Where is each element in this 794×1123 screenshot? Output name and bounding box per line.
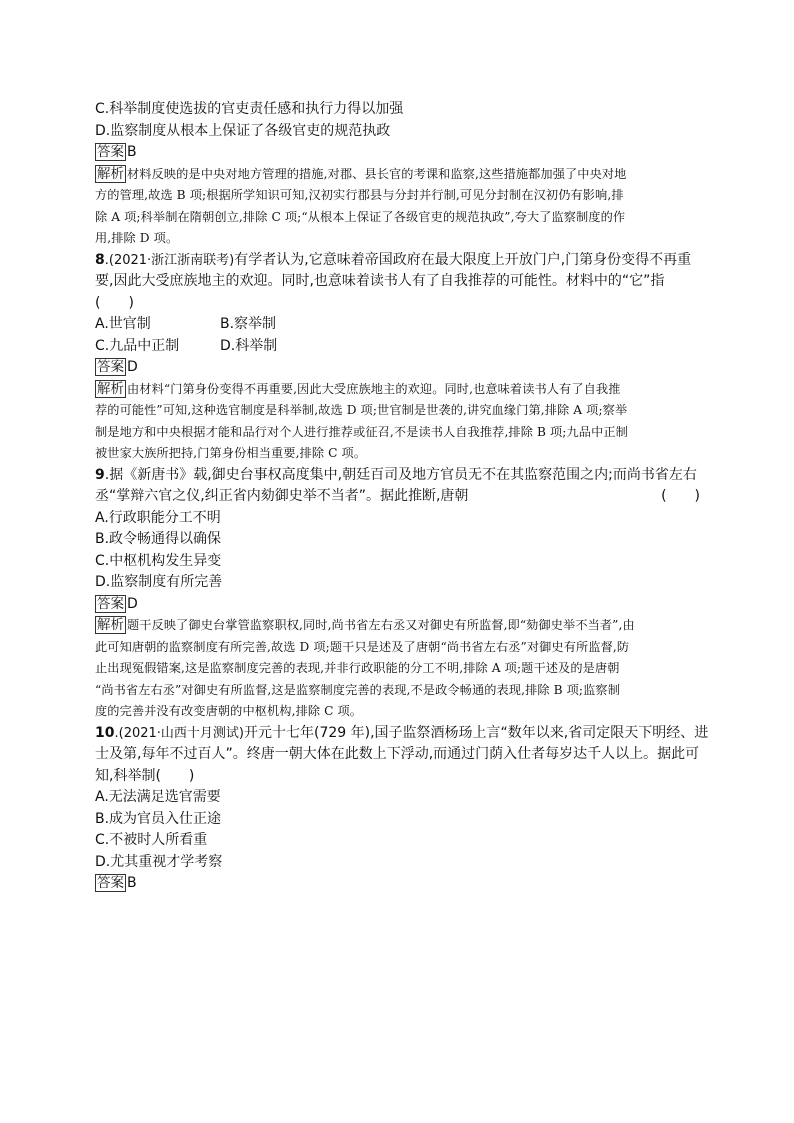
answer-tag: 答案 xyxy=(97,595,124,612)
q10-option-a: A.无法满足选官需要 xyxy=(95,789,221,805)
q9-option-b: B.政令畅通得以确保 xyxy=(95,531,222,547)
analysis-tag: 解析 xyxy=(97,380,124,397)
answer-tag: 答案 xyxy=(97,144,124,160)
q9-answer: D xyxy=(127,595,138,612)
q10-stem xyxy=(95,723,709,788)
q9-stem xyxy=(95,465,700,508)
q9-analysis-line: 止出现冤假错案,这是监察制度完善的表现,并非行政职能的分工不明,排除 A 项;题干述及的是唐朝 xyxy=(95,661,620,675)
q9-analysis xyxy=(95,615,700,723)
q8-stem xyxy=(95,250,700,315)
q7-analysis-line: 用,排除 D 项。 xyxy=(95,231,179,245)
q10-option-d: D.尤其重视才学考察 xyxy=(95,853,223,870)
q8-option-d: D.科举制 xyxy=(220,337,278,354)
content xyxy=(95,99,709,895)
q8-analysis-line: 由材料“门第身份变得不再重要,因此大受庶族地主的欢迎。同时,也意味着读书人有了自我推 xyxy=(127,381,621,396)
q9-answer-paren: ( ) xyxy=(661,488,700,504)
q10-option-c: C.不被时人所看重 xyxy=(95,832,208,848)
q10-answer-line xyxy=(95,873,700,895)
q8-analysis-line: 荐的可能性”可知,这种选官制度是科举制,故选 D 项;世官制是世袭的,讲究血缘门第,排除 A 项;察举 xyxy=(95,403,628,417)
q7-option-c: C.科举制度使选拔的官吏责任感和执行力得以加强 xyxy=(95,101,404,117)
q10-answer: B xyxy=(127,875,137,891)
q9-analysis-line: “尚书省左右丞”对御史有所监督,这是监察制度完善的表现,不是政令畅通的表现,排除 B 项;监察制 xyxy=(95,682,621,697)
q8-option-a: A.世官制 xyxy=(95,316,151,332)
q8-options-row-2 xyxy=(95,336,700,358)
q9-answer-line xyxy=(95,594,700,616)
q8-source: .(2021·浙江浙南联考) xyxy=(104,252,235,268)
q10-stem-line: 知,科举制( ) xyxy=(95,767,195,784)
q7-answer-line xyxy=(95,142,700,164)
analysis-tag: 解析 xyxy=(97,165,124,182)
q7-analysis-line: 除 A 项;科举制在隋朝创立,排除 C 项;“从根本上保证了各级官吏的规范执政”,夸大了监察制度的作 xyxy=(95,209,626,224)
analysis-tag: 解析 xyxy=(97,617,124,633)
q9-number: 9 xyxy=(95,466,105,483)
q8-option-b: B.察举制 xyxy=(220,316,277,332)
q10-stem-line: 士及第,每年不过百人”。终唐一朝大体在此数上下浮动,而通过门荫入仕者每岁达千人以上。据此可 xyxy=(95,746,700,762)
q8-answer-line xyxy=(95,357,700,379)
q8-stem-line: 有学者认为,它意味着帝国政府在最大限度上开放门户,门第身份变得不再重 xyxy=(234,251,692,268)
q7-analysis xyxy=(95,164,700,250)
q8-analysis-line: 制是地方和中央根据才能和品行对个人进行推荐或征召,不是读书人自我推荐,排除 B 项;九品中正制 xyxy=(95,424,628,439)
q7-answer: B xyxy=(127,144,137,160)
q7-option-d: D.监察制度从根本上保证了各级官吏的规范执政 xyxy=(95,122,391,139)
q9-stem-line: 丞“掌辩六官之仪,纠正省内劾御史举不当者”。据此推断,唐朝 xyxy=(95,488,469,504)
q8-number: 8 xyxy=(95,251,105,268)
q9-option-d: D.监察制度有所完善 xyxy=(95,574,223,590)
q10-number: 10 xyxy=(95,724,115,741)
q9-analysis-line: 度的完善并没有改变唐朝的中枢机构,排除 C 项。 xyxy=(95,704,363,718)
q8-options-row-1 xyxy=(95,314,700,336)
answer-tag: 答案 xyxy=(97,875,124,891)
q9-option-a: A.行政职能分工不明 xyxy=(95,509,221,526)
q8-stem-line: ( ) xyxy=(95,294,134,311)
q9-option-c: C.中枢机构发生异变 xyxy=(95,552,222,569)
q7-analysis-line: 材料反映的是中央对地方管理的措施,对郡、县长官的考课和监察,这些措施都加强了中央对地 xyxy=(127,166,627,181)
q8-stem-line: 要,因此大受庶族地主的欢迎。同时,也意味着读书人有了自我推荐的可能性。材料中的“它”指 xyxy=(95,273,665,289)
q10-source: .(2021·山西十月测试) xyxy=(114,725,244,741)
q9-stem-line: .据《新唐书》载,御史台事权高度集中,朝廷百司及地方官员无不在其监察范围之内;而尚书省左右 xyxy=(104,466,697,483)
q9-analysis-line: 此可知唐朝的监察制度有所完善,故选 D 项;题干只是述及了唐朝“尚书省左右丞”对御史有所监督,防 xyxy=(95,639,630,654)
q8-analysis-line: 被世家大族所把持,门第身份相当重要,排除 C 项。 xyxy=(95,446,367,460)
q8-answer: D xyxy=(127,359,138,375)
q10-stem-line: 开元十七年(729 年),国子监祭酒杨玚上言“数年以来,省司定限天下明经、进 xyxy=(243,724,709,741)
q9-analysis-line: 题干反映了御史台掌管监察职权,同时,尚书省左右丞又对御史有所监督,即“劾御史举不当者”,由 xyxy=(127,618,635,632)
q10-option-b: B.成为官员入仕正途 xyxy=(95,810,222,827)
answer-tag: 答案 xyxy=(97,359,124,375)
q7-analysis-line: 方的管理,故选 B 项;根据所学知识可知,汉初实行郡县与分封并行制,可见分封制在汉初仍有影响,排 xyxy=(95,188,624,202)
q8-analysis xyxy=(95,379,700,465)
q8-option-c: C.九品中正制 xyxy=(95,337,180,354)
